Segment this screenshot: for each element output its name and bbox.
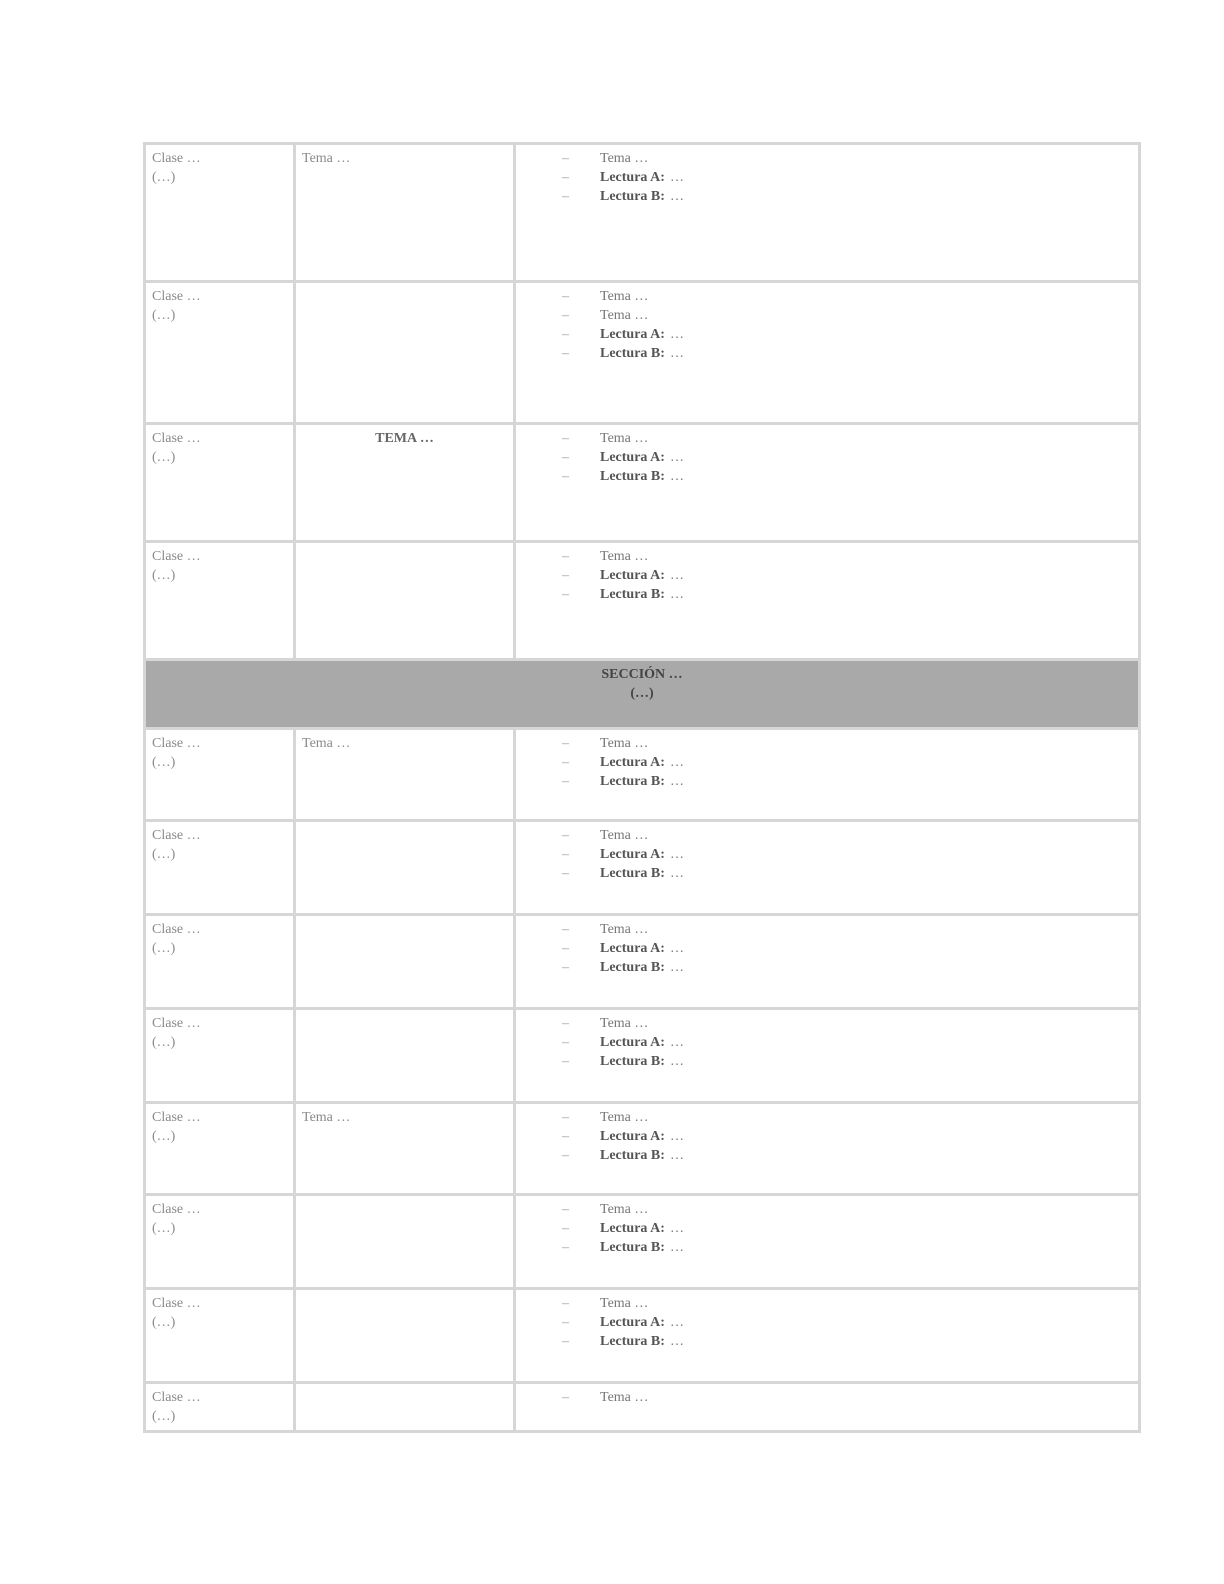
- list-item: [522, 344, 1132, 363]
- item-text: …: [669, 469, 684, 484]
- session-number: (…): [152, 1035, 176, 1050]
- session-date: Clase …: [152, 922, 201, 937]
- session-number: (…): [152, 1221, 176, 1236]
- item-text: …: [669, 941, 684, 956]
- theme-cell: [295, 821, 515, 915]
- item-text: …: [669, 1148, 684, 1163]
- reading-label: Lectura B:: [600, 1334, 665, 1349]
- schedule-row: [145, 282, 1140, 424]
- item-text: Tema …: [600, 431, 649, 446]
- schedule-row: [145, 1289, 1140, 1383]
- session-cell: [145, 1383, 295, 1432]
- dash-bullet-icon: –: [562, 922, 569, 937]
- list-item: [522, 1200, 1132, 1219]
- list-item: [522, 1014, 1132, 1033]
- list-item: [522, 1332, 1132, 1351]
- schedule-table: [143, 142, 1141, 1433]
- schedule-row: [145, 1383, 1140, 1432]
- content-list: [522, 734, 1132, 791]
- content-cell: [515, 821, 1140, 915]
- reading-label: Lectura B:: [600, 469, 665, 484]
- dash-bullet-icon: –: [562, 587, 569, 602]
- dash-bullet-icon: –: [562, 431, 569, 446]
- item-text: Tema …: [600, 828, 649, 843]
- list-item: [522, 1238, 1132, 1257]
- theme-cell: [295, 1009, 515, 1103]
- reading-label: Lectura A:: [600, 450, 665, 465]
- session-date: Clase …: [152, 1202, 201, 1217]
- theme-cell: [295, 542, 515, 660]
- content-list: [522, 1294, 1132, 1351]
- dash-bullet-icon: –: [562, 1035, 569, 1050]
- item-text: …: [669, 1221, 684, 1236]
- session-cell: [145, 1195, 295, 1289]
- list-item: [522, 585, 1132, 604]
- content-list: [522, 920, 1132, 977]
- session-date: Clase …: [152, 1296, 201, 1311]
- item-text: Tema …: [600, 1390, 649, 1405]
- item-text: Tema …: [600, 289, 649, 304]
- schedule-row: [145, 821, 1140, 915]
- session-number: (…): [152, 755, 176, 770]
- reading-label: Lectura B:: [600, 1148, 665, 1163]
- schedule-row: [145, 424, 1140, 542]
- session-number: (…): [152, 568, 176, 583]
- schedule-row: [145, 1009, 1140, 1103]
- section-title: SECCIÓN …: [601, 667, 683, 682]
- list-item: [522, 1052, 1132, 1071]
- dash-bullet-icon: –: [562, 1315, 569, 1330]
- item-text: …: [669, 866, 684, 881]
- dash-bullet-icon: –: [562, 346, 569, 361]
- reading-label: Lectura A:: [600, 327, 665, 342]
- theme-cell: [295, 282, 515, 424]
- reading-label: Lectura A:: [600, 1221, 665, 1236]
- dash-bullet-icon: –: [562, 828, 569, 843]
- dash-bullet-icon: –: [562, 469, 569, 484]
- schedule-row: [145, 542, 1140, 660]
- item-text: …: [669, 1054, 684, 1069]
- list-item: [522, 306, 1132, 325]
- content-list: [522, 149, 1132, 206]
- session-number: (…): [152, 1129, 176, 1144]
- session-cell: [145, 1289, 295, 1383]
- session-number: (…): [152, 941, 176, 956]
- dash-bullet-icon: –: [562, 1110, 569, 1125]
- dash-bullet-icon: –: [562, 736, 569, 751]
- theme-cell: [295, 1103, 515, 1195]
- session-date: Clase …: [152, 1390, 201, 1405]
- schedule-body: [145, 144, 1140, 1432]
- list-item: [522, 845, 1132, 864]
- session-number: (…): [152, 1409, 176, 1424]
- list-item: [522, 448, 1132, 467]
- content-list: [522, 429, 1132, 486]
- session-number: (…): [152, 308, 176, 323]
- dash-bullet-icon: –: [562, 1390, 569, 1405]
- item-text: Tema …: [600, 1296, 649, 1311]
- session-date: Clase …: [152, 431, 201, 446]
- reading-label: Lectura B:: [600, 866, 665, 881]
- session-cell: [145, 542, 295, 660]
- list-item: [522, 826, 1132, 845]
- dash-bullet-icon: –: [562, 289, 569, 304]
- item-text: …: [669, 568, 684, 583]
- list-item: [522, 1388, 1132, 1407]
- content-list: [522, 1014, 1132, 1071]
- session-cell: [145, 729, 295, 821]
- session-date: Clase …: [152, 289, 201, 304]
- list-item: [522, 467, 1132, 486]
- list-item: [522, 325, 1132, 344]
- reading-label: Lectura B:: [600, 189, 665, 204]
- item-text: …: [669, 774, 684, 789]
- reading-label: Lectura A:: [600, 1129, 665, 1144]
- content-cell: [515, 1009, 1140, 1103]
- list-item: [522, 753, 1132, 772]
- item-text: …: [669, 960, 684, 975]
- item-text: …: [669, 847, 684, 862]
- list-item: [522, 187, 1132, 206]
- item-text: …: [669, 1334, 684, 1349]
- content-list: [522, 287, 1132, 363]
- schedule-row: [145, 915, 1140, 1009]
- item-text: …: [669, 450, 684, 465]
- item-text: …: [669, 346, 684, 361]
- content-list: [522, 547, 1132, 604]
- dash-bullet-icon: –: [562, 1240, 569, 1255]
- dash-bullet-icon: –: [562, 189, 569, 204]
- item-text: …: [669, 587, 684, 602]
- reading-label: Lectura B:: [600, 774, 665, 789]
- theme-label: Tema …: [302, 1110, 351, 1125]
- session-cell: [145, 144, 295, 282]
- item-text: …: [669, 189, 684, 204]
- content-cell: [515, 282, 1140, 424]
- dash-bullet-icon: –: [562, 568, 569, 583]
- item-text: Tema …: [600, 308, 649, 323]
- content-cell: [515, 144, 1140, 282]
- session-date: Clase …: [152, 828, 201, 843]
- reading-label: Lectura A:: [600, 847, 665, 862]
- session-date: Clase …: [152, 1110, 201, 1125]
- list-item: [522, 149, 1132, 168]
- schedule-row: [145, 144, 1140, 282]
- content-list: [522, 1388, 1132, 1407]
- section-band-cell: [145, 660, 1140, 729]
- reading-label: Lectura A:: [600, 755, 665, 770]
- dash-bullet-icon: –: [562, 327, 569, 342]
- content-list: [522, 1200, 1132, 1257]
- content-list: [522, 826, 1132, 883]
- dash-bullet-icon: –: [562, 151, 569, 166]
- theme-cell: [295, 915, 515, 1009]
- dash-bullet-icon: –: [562, 450, 569, 465]
- theme-label: TEMA …: [375, 431, 434, 446]
- reading-label: Lectura A:: [600, 941, 665, 956]
- list-item: [522, 1146, 1132, 1165]
- dash-bullet-icon: –: [562, 941, 569, 956]
- dash-bullet-icon: –: [562, 1129, 569, 1144]
- item-text: …: [669, 1129, 684, 1144]
- content-cell: [515, 1103, 1140, 1195]
- dash-bullet-icon: –: [562, 1054, 569, 1069]
- reading-label: Lectura A:: [600, 1315, 665, 1330]
- dash-bullet-icon: –: [562, 1334, 569, 1349]
- reading-label: Lectura A:: [600, 170, 665, 185]
- session-cell: [145, 282, 295, 424]
- theme-cell: [295, 1383, 515, 1432]
- list-item: [522, 920, 1132, 939]
- dash-bullet-icon: –: [562, 1016, 569, 1031]
- dash-bullet-icon: –: [562, 755, 569, 770]
- dash-bullet-icon: –: [562, 774, 569, 789]
- reading-label: Lectura A:: [600, 1035, 665, 1050]
- list-item: [522, 1313, 1132, 1332]
- list-item: [522, 566, 1132, 585]
- reading-label: Lectura B:: [600, 346, 665, 361]
- schedule-row: [145, 1103, 1140, 1195]
- list-item: [522, 734, 1132, 753]
- list-item: [522, 772, 1132, 791]
- theme-cell: [295, 424, 515, 542]
- item-text: …: [669, 1315, 684, 1330]
- item-text: Tema …: [600, 736, 649, 751]
- theme-label: Tema …: [302, 151, 351, 166]
- item-text: Tema …: [600, 1016, 649, 1031]
- content-cell: [515, 1383, 1140, 1432]
- list-item: [522, 168, 1132, 187]
- dash-bullet-icon: –: [562, 1296, 569, 1311]
- reading-label: Lectura A:: [600, 568, 665, 583]
- session-cell: [145, 821, 295, 915]
- list-item: [522, 1219, 1132, 1238]
- item-text: Tema …: [600, 549, 649, 564]
- dash-bullet-icon: –: [562, 960, 569, 975]
- list-item: [522, 287, 1132, 306]
- reading-label: Lectura B:: [600, 587, 665, 602]
- dash-bullet-icon: –: [562, 1202, 569, 1217]
- content-cell: [515, 1195, 1140, 1289]
- session-number: (…): [152, 450, 176, 465]
- list-item: [522, 1033, 1132, 1052]
- dash-bullet-icon: –: [562, 170, 569, 185]
- reading-label: Lectura B:: [600, 1240, 665, 1255]
- reading-label: Lectura B:: [600, 960, 665, 975]
- item-text: …: [669, 1035, 684, 1050]
- content-cell: [515, 542, 1140, 660]
- dash-bullet-icon: –: [562, 847, 569, 862]
- dash-bullet-icon: –: [562, 549, 569, 564]
- dash-bullet-icon: –: [562, 1148, 569, 1163]
- content-cell: [515, 1289, 1140, 1383]
- list-item: [522, 429, 1132, 448]
- list-item: [522, 958, 1132, 977]
- theme-cell: [295, 729, 515, 821]
- item-text: Tema …: [600, 1202, 649, 1217]
- session-date: Clase …: [152, 549, 201, 564]
- section-band: [145, 660, 1140, 729]
- session-number: (…): [152, 170, 176, 185]
- item-text: …: [669, 755, 684, 770]
- theme-cell: [295, 1289, 515, 1383]
- session-date: Clase …: [152, 151, 201, 166]
- session-cell: [145, 915, 295, 1009]
- session-date: Clase …: [152, 1016, 201, 1031]
- theme-cell: [295, 1195, 515, 1289]
- item-text: Tema …: [600, 151, 649, 166]
- session-number: (…): [152, 1315, 176, 1330]
- list-item: [522, 1127, 1132, 1146]
- list-item: [522, 1294, 1132, 1313]
- list-item: [522, 547, 1132, 566]
- section-subtitle: (…): [630, 686, 654, 701]
- theme-label: Tema …: [302, 736, 351, 751]
- item-text: …: [669, 170, 684, 185]
- reading-label: Lectura B:: [600, 1054, 665, 1069]
- schedule-row: [145, 1195, 1140, 1289]
- list-item: [522, 864, 1132, 883]
- item-text: …: [669, 327, 684, 342]
- list-item: [522, 1108, 1132, 1127]
- dash-bullet-icon: –: [562, 308, 569, 323]
- content-cell: [515, 424, 1140, 542]
- schedule-row: [145, 729, 1140, 821]
- dash-bullet-icon: –: [562, 1221, 569, 1236]
- item-text: Tema …: [600, 1110, 649, 1125]
- item-text: …: [669, 1240, 684, 1255]
- session-cell: [145, 1103, 295, 1195]
- list-item: [522, 939, 1132, 958]
- item-text: Tema …: [600, 922, 649, 937]
- session-number: (…): [152, 847, 176, 862]
- theme-cell: [295, 144, 515, 282]
- content-list: [522, 1108, 1132, 1165]
- session-date: Clase …: [152, 736, 201, 751]
- content-cell: [515, 915, 1140, 1009]
- content-cell: [515, 729, 1140, 821]
- session-cell: [145, 1009, 295, 1103]
- dash-bullet-icon: –: [562, 866, 569, 881]
- session-cell: [145, 424, 295, 542]
